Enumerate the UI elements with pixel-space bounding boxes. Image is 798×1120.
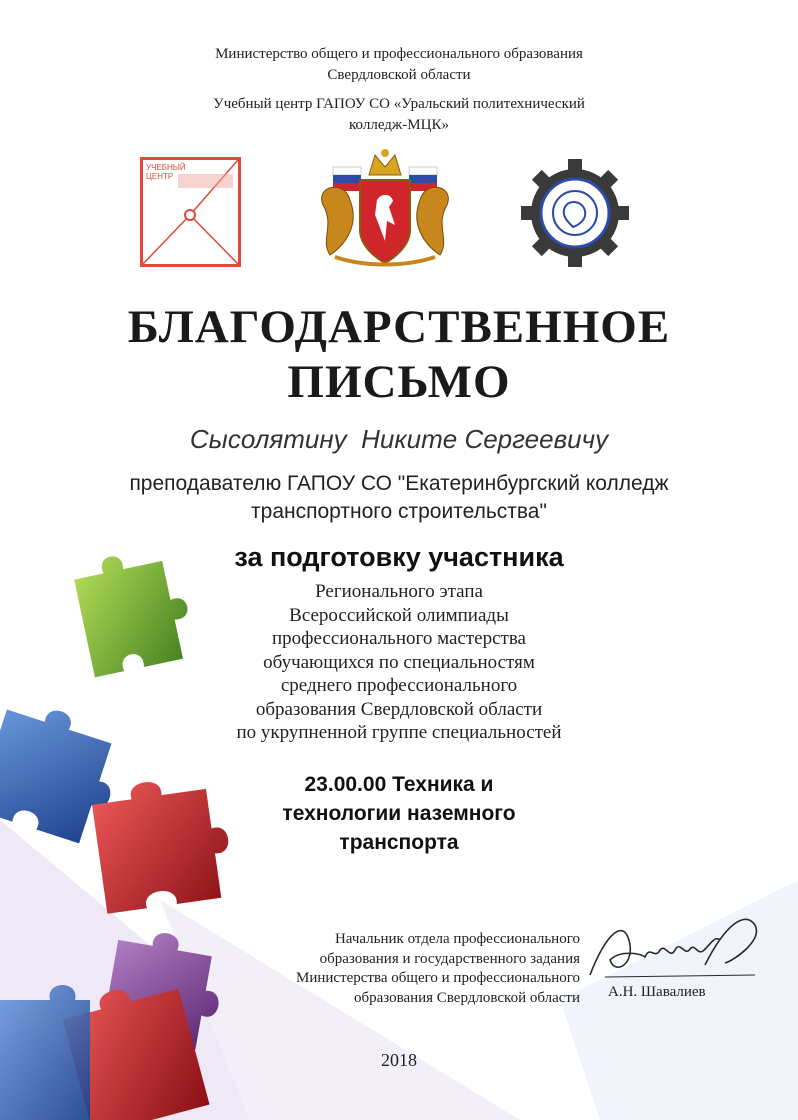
title-line-2: ПИСЬМО — [287, 356, 511, 408]
training-center-header — [0, 94, 798, 136]
logo-left-line-1: УЧЕБНЫЙ — [146, 163, 186, 172]
olympiad-gear-logo-icon — [520, 158, 630, 268]
ministry-line-2: Свердловской области — [327, 67, 471, 83]
training-center-line-1: Учебный центр ГАПОУ СО «Уральский политехнический — [213, 96, 585, 112]
sverdlovsk-coat-of-arms-icon — [305, 145, 465, 270]
specialty-group — [0, 770, 798, 857]
specialty-line: 23.00.00 Техника и — [304, 773, 494, 796]
ministry-line-1: Министерство общего и профессионального образования — [215, 46, 583, 62]
title-line-1: БЛАГОДАРСТВЕННОЕ — [127, 301, 671, 353]
recipient-name: Сысолятину Никите Сергеевичу — [189, 424, 609, 454]
signatory-title — [296, 930, 580, 1008]
signatory-line: образования Свердловской области — [353, 989, 580, 1006]
recipient-position — [0, 470, 798, 526]
logo-left-line-2: ЦЕНТР — [146, 172, 174, 181]
signer-name: А.Н. Шавалиев — [608, 984, 706, 1000]
training-center-line-2: колледж-МЦК» — [349, 117, 449, 133]
position-line-1: преподавателю ГАПОУ СО "Екатеринбургский колледж — [129, 472, 669, 495]
event-description — [0, 580, 798, 745]
handwritten-signature — [585, 905, 770, 985]
description-line: профессионального мастерства — [272, 628, 526, 649]
description-line: среднего профессионального — [280, 675, 518, 696]
document-title — [0, 300, 798, 410]
signatory-line: Министерства общего и профессионального — [295, 970, 580, 986]
description-line: по укрупненной группе специальностей — [236, 722, 562, 743]
ministry-header — [0, 44, 798, 86]
position-line-2: транспортного строительства" — [251, 500, 547, 523]
document-year: 2018 — [381, 1050, 417, 1070]
description-line: Регионального этапа — [315, 581, 483, 602]
signatory-line: образования и государственного задания — [319, 950, 580, 967]
training-center-logo-icon — [140, 157, 241, 267]
signatory-line: Начальник отдела профессионального — [334, 931, 580, 947]
description-line: Всероссийской олимпиады — [289, 604, 509, 626]
specialty-line: технологии наземного — [282, 802, 516, 825]
description-line: обучающихся по специальностям — [263, 651, 535, 673]
specialty-line: транспорта — [339, 831, 459, 854]
award-reason: за подготовку участника — [234, 542, 564, 572]
description-line: образования Свердловской области — [255, 698, 543, 720]
